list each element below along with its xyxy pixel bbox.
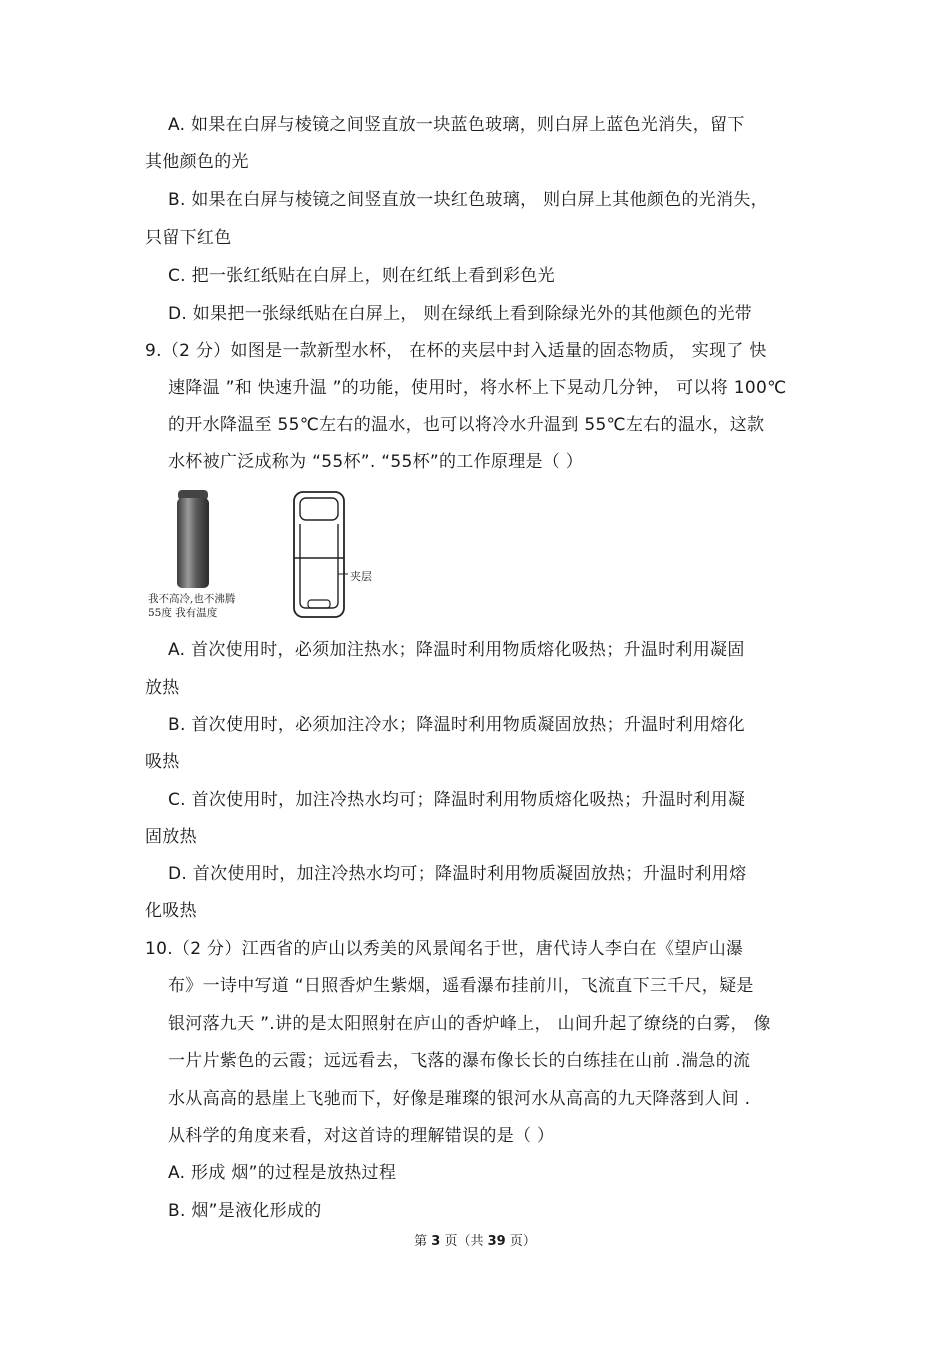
- text-line: A. 如果在白屏与棱镜之间竖直放一块蓝色玻璃，则白屏上蓝色光消失，留下: [168, 115, 745, 135]
- total-pages: 39: [487, 1234, 506, 1249]
- text-line: 放热: [145, 678, 180, 698]
- text-line: 其他颜色的光: [145, 152, 249, 172]
- option-a: A. 首次使用时，必须加注热水；降温时利用物质熔化吸热；升温时利用凝固: [168, 640, 745, 660]
- text-line: 从科学的角度来看，对这首诗的理解错误的是（ ）: [168, 1126, 555, 1146]
- option-b: B. 烟”是液化形成的: [168, 1201, 322, 1221]
- text-line: B. 如果在白屏与棱镜之间竖直放一块红色玻璃， 则白屏上其他颜色的光消失，: [168, 190, 768, 210]
- question-10-stem: 10.（2 分）江西省的庐山以秀美的风景闻名于世，唐代诗人李白在《望庐山瀑: [145, 939, 744, 959]
- text-line: 水从高高的悬崖上飞驰而下，好像是璀璨的银河水从高高的九天降落到人间 .: [168, 1089, 751, 1109]
- page-number: 3: [431, 1234, 441, 1249]
- option-a: A. 形成 烟”的过程是放热过程: [168, 1163, 397, 1183]
- text-line: 水杯被广泛成称为 “55杯”. “55杯”的工作原理是（ ）: [168, 452, 584, 472]
- text-line: 一片片紫色的云霞；远远看去，飞落的瀑布像长长的白练挂在山前 .湍急的流: [168, 1051, 751, 1071]
- cup-figure: [148, 488, 378, 620]
- text-line: 化吸热: [145, 901, 197, 921]
- footer-middle: 页（共: [440, 1234, 488, 1249]
- footer-suffix: 页）: [505, 1234, 536, 1249]
- text-line: 银河落九天 ”.讲的是太阳照射在庐山的香炉峰上， 山间升起了缭绕的白雾， 像: [168, 1014, 771, 1034]
- figure-caption: 我不高冷,也不沸腾: [148, 593, 236, 605]
- interlayer-label: 夹层: [350, 570, 372, 583]
- text-line: 只留下红色: [145, 228, 232, 248]
- option-c: C. 首次使用时，加注冷热水均可；降温时利用物质熔化吸热；升温时利用凝: [168, 790, 746, 810]
- text-line: D. 如果把一张绿纸贴在白屏上， 则在绿纸上看到除绿光外的其他颜色的光带: [168, 304, 753, 324]
- text-line: 布》一诗中写道 “日照香炉生紫烟，遥看瀑布挂前川，飞流直下三千尺，疑是: [168, 976, 754, 996]
- footer-prefix: 第: [414, 1234, 432, 1249]
- question-9-stem: 9.（2 分）如图是一款新型水杯， 在杯的夹层中封入适量的固态物质， 实现了 快: [145, 341, 767, 361]
- text-line: 速降温 ”和 快速升温 ”的功能，使用时，将水杯上下晃动几分钟， 可以将 100℃: [168, 378, 787, 398]
- page-footer: [0, 1230, 950, 1249]
- option-d: D. 首次使用时，加注冷热水均可；降温时利用物质凝固放热；升温时利用熔: [168, 864, 747, 884]
- text-line: 固放热: [145, 827, 197, 847]
- figure-caption: 55度 我有温度: [148, 607, 218, 619]
- option-b: B. 首次使用时，必须加注冷水；降温时利用物质凝固放热；升温时利用熔化: [168, 715, 745, 735]
- text-line: 的开水降温至 55℃左右的温水，也可以将冷水升温到 55℃左右的温水，这款: [168, 415, 765, 435]
- text-line: 吸热: [145, 752, 180, 772]
- text-line: C. 把一张红纸贴在白屏上，则在红纸上看到彩色光: [168, 266, 555, 286]
